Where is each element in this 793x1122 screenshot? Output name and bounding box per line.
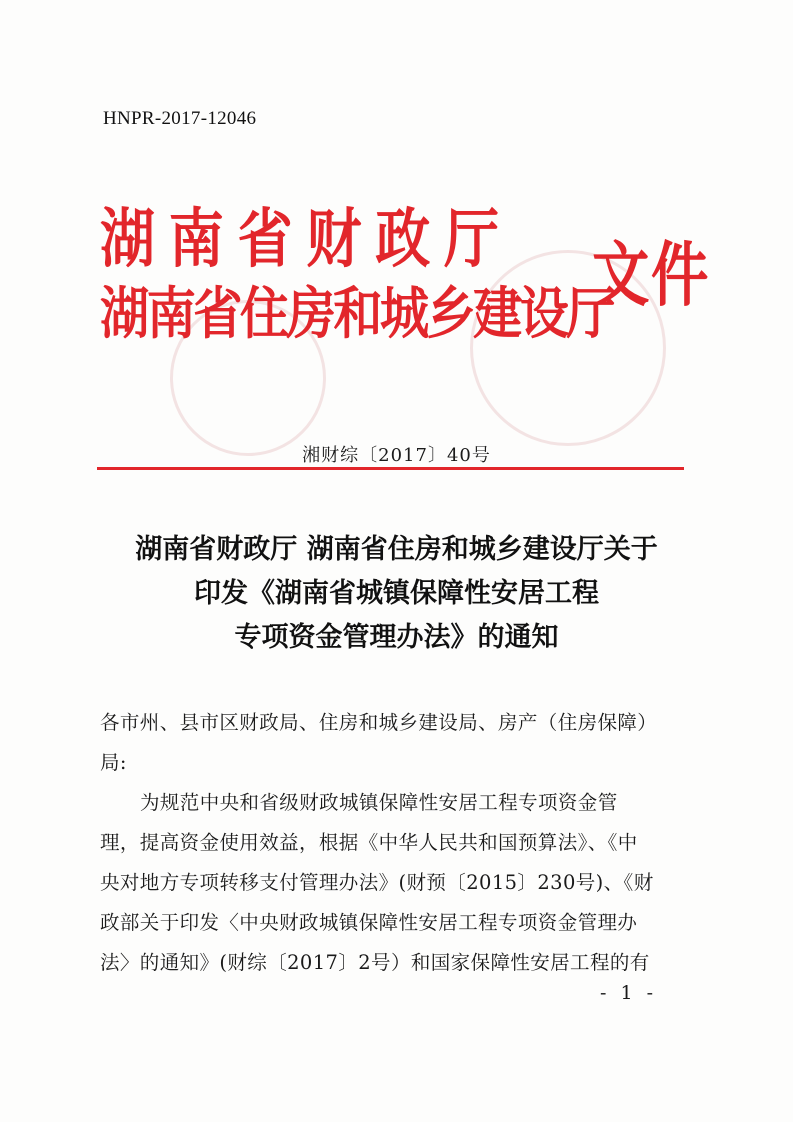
paragraph-line-2: 理，提高资金使用效益，根据《中华人民共和国预算法》、《中 [100, 831, 638, 854]
paragraph-line-5: 法〉的通知》(财综〔2017〕2号）和国家保障性安居工程的有 [100, 951, 650, 974]
title-line-3: 专项资金管理办法》的通知 [234, 622, 559, 653]
addressee-line-1: 各市州、县市区财政局、住房和城乡建设局、房产（住房保障） [100, 711, 658, 734]
title-line-2: 印发《湖南省城镇保障性安居工程 [194, 578, 599, 609]
file-number: 湘财综〔2017〕40号 [302, 445, 491, 466]
issuer-header [100, 203, 711, 375]
page-number: - 1 - [600, 982, 658, 1004]
issuer-finance-department: 湖南省财政厅 [100, 203, 513, 277]
notice-body [100, 703, 700, 983]
addressee-line-2: 局: [100, 751, 127, 774]
paragraph-line-1: 为规范中央和省级财政城镇保障性安居工程专项资金管 [140, 791, 618, 814]
issuer-housing-department: 湖南省住房和城乡建设厅 [100, 282, 614, 347]
red-divider [97, 467, 684, 470]
notice-title [60, 528, 733, 660]
document-number: HNPR-2017-12046 [103, 108, 257, 129]
paragraph-line-4: 政部关于印发〈中央财政城镇保障性安居工程专项资金管理办 [100, 911, 638, 934]
title-line-1: 湖南省财政厅 湖南省住房和城乡建设厅关于 [135, 534, 658, 565]
issuer-document-label: 文件 [592, 234, 711, 316]
paragraph-line-3: 央对地方专项转移支付管理办法》(财预〔2015〕230号)、《财 [100, 871, 654, 894]
